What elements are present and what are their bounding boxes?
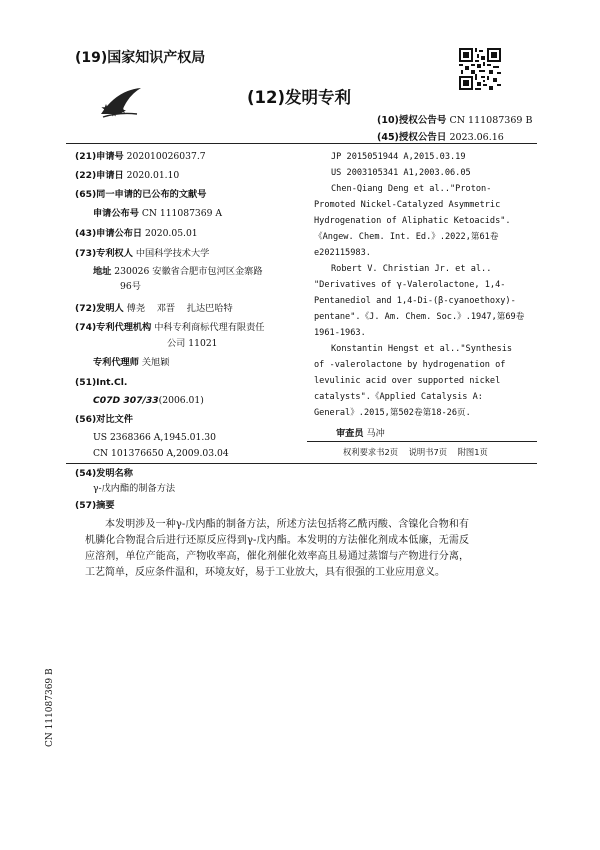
agency-label: (74)专利代理机构 bbox=[75, 322, 152, 333]
agency-line-2: 公司 11021 bbox=[167, 338, 218, 349]
agency-row bbox=[75, 321, 264, 334]
page-counts: 权利要求书2页 说明书7页 附图1页 bbox=[343, 447, 488, 457]
prior-publication-date-row bbox=[75, 227, 198, 240]
header-divider bbox=[66, 143, 537, 144]
patentee-row bbox=[75, 247, 209, 260]
inventor-row bbox=[75, 302, 233, 315]
cited-line: US 2003105341 A1,2003.06.05 bbox=[331, 168, 471, 178]
cited-line: Pentanediol and 1,4-Di-(β-cyanoethoxy)- bbox=[314, 296, 516, 306]
invention-title: γ-戊内酯的制备方法 bbox=[93, 483, 176, 494]
qr-code-icon bbox=[459, 48, 501, 90]
agent-value: 关旭颖 bbox=[141, 357, 170, 368]
side-publication-code: CN 111087369 B bbox=[45, 668, 55, 747]
application-number-label: (21)申请号 bbox=[75, 151, 124, 162]
prior-publication-heading: (65)同一申请的已公布的文献号 bbox=[75, 189, 207, 200]
examiner-label: 审查员 bbox=[336, 428, 364, 439]
publication-date-row bbox=[377, 129, 504, 143]
address-line-2: 96号 bbox=[120, 281, 141, 292]
intcl-heading: (51)Int.Cl. bbox=[75, 377, 128, 388]
inventor-names: 傅尧 邓晋 扎达巴哈特 bbox=[126, 303, 233, 314]
agency-value: 中科专利商标代理有限责任 bbox=[154, 322, 265, 333]
address-value: 230026 安徽省合肥市包河区金寨路 bbox=[114, 266, 263, 277]
cited-line: Robert V. Christian Jr. et al.. bbox=[331, 264, 492, 274]
cnipa-logo-icon bbox=[97, 84, 143, 122]
cited-line: "Derivatives of γ-Valerolactone, 1,4- bbox=[314, 280, 506, 290]
cited-line: catalysts".《Applied Catalysis A: bbox=[314, 392, 483, 402]
cited-line: of -valerolactone by hydrogenation of bbox=[314, 360, 506, 370]
cited-document-1: US 2368366 A,1945.01.30 bbox=[93, 432, 216, 443]
intcl-row bbox=[93, 394, 204, 407]
title-heading: (54)发明名称 bbox=[75, 468, 133, 479]
patentee-value: 中国科学技术大学 bbox=[135, 248, 210, 259]
patentee-label: (73)专利权人 bbox=[75, 248, 133, 259]
application-date-row bbox=[75, 169, 179, 182]
address-row bbox=[93, 265, 263, 278]
prior-publication-number-row bbox=[93, 207, 222, 220]
prior-publication-date-value: 2020.05.01 bbox=[145, 228, 198, 239]
prior-publication-number-label: 申请公布号 bbox=[93, 208, 139, 219]
publication-number-row bbox=[377, 112, 532, 126]
document-type: (12)发明专利 bbox=[247, 88, 352, 107]
cited-line: 《Angew. Chem. Int. Ed.》.2022,第61卷 bbox=[314, 232, 499, 242]
publication-date-label: (45)授权公告日 bbox=[377, 132, 447, 143]
publication-number-value: CN 111087369 B bbox=[449, 115, 533, 126]
cited-line: 1961-1963. bbox=[314, 328, 366, 338]
prior-publication-number-value: CN 111087369 A bbox=[141, 208, 223, 219]
address-label: 地址 bbox=[93, 266, 112, 277]
agent-label: 专利代理师 bbox=[93, 357, 139, 368]
office-name: (19)国家知识产权局 bbox=[75, 50, 206, 66]
examiner-row bbox=[336, 427, 385, 440]
cited-line: Hydrogenation of Aliphatic Ketoacids". bbox=[314, 216, 511, 226]
cited-line: General》.2015,第502卷第18-26页. bbox=[314, 408, 471, 418]
cited-line: levulinic acid over supported nickel bbox=[314, 376, 501, 386]
cited-line: e202115983. bbox=[314, 248, 371, 258]
application-date-label: (22)申请日 bbox=[75, 170, 124, 181]
inventor-label: (72)发明人 bbox=[75, 303, 124, 314]
cited-document-2: CN 101376650 A,2009.03.04 bbox=[93, 448, 229, 459]
intcl-value: C07D 307/33 bbox=[93, 395, 159, 406]
cited-line: Konstantin Hengst et al.."Synthesis bbox=[331, 344, 513, 354]
abstract-heading: (57)摘要 bbox=[75, 500, 115, 511]
publication-number-label: (10)授权公告号 bbox=[377, 115, 447, 126]
intcl-year: (2006.01) bbox=[158, 395, 204, 406]
prior-publication-date-label: (43)申请公布日 bbox=[75, 228, 143, 239]
cited-heading: (56)对比文件 bbox=[75, 414, 133, 425]
cited-line: Chen-Qiang Deng et al.."Proton- bbox=[331, 184, 492, 194]
examiner-value: 马冲 bbox=[366, 428, 385, 439]
application-number-row bbox=[75, 150, 206, 163]
abstract-divider bbox=[66, 463, 537, 464]
application-number-value: 202010026037.7 bbox=[126, 151, 206, 162]
cited-line: JP 2015051944 A,2015.03.19 bbox=[331, 152, 466, 162]
agent-row bbox=[93, 356, 169, 369]
cited-line: pentane".《J. Am. Chem. Soc.》.1947,第69卷 bbox=[314, 312, 525, 322]
publication-date-value: 2023.06.16 bbox=[449, 132, 504, 143]
examiner-divider bbox=[307, 441, 537, 442]
abstract-text: 本发明涉及一种γ-戊内酯的制备方法，所述方法包括将乙酰丙酸、含镍化合物和有机膦化合物混合后进行还原反应得到γ-戊内酯。本发明的方法催化剂成本低廉，无需反应溶剂，单位产能高，产物收率高，催化剂催化效率高且易通过蒸馏与产物进行分离，工艺简单，反应条件温和，环境友好，易于工业放大，具有很强的工业应用意义。 bbox=[85, 519, 469, 578]
application-date-value: 2020.01.10 bbox=[126, 170, 180, 181]
cited-line: Promoted Nickel-Catalyzed Asymmetric bbox=[314, 200, 501, 210]
